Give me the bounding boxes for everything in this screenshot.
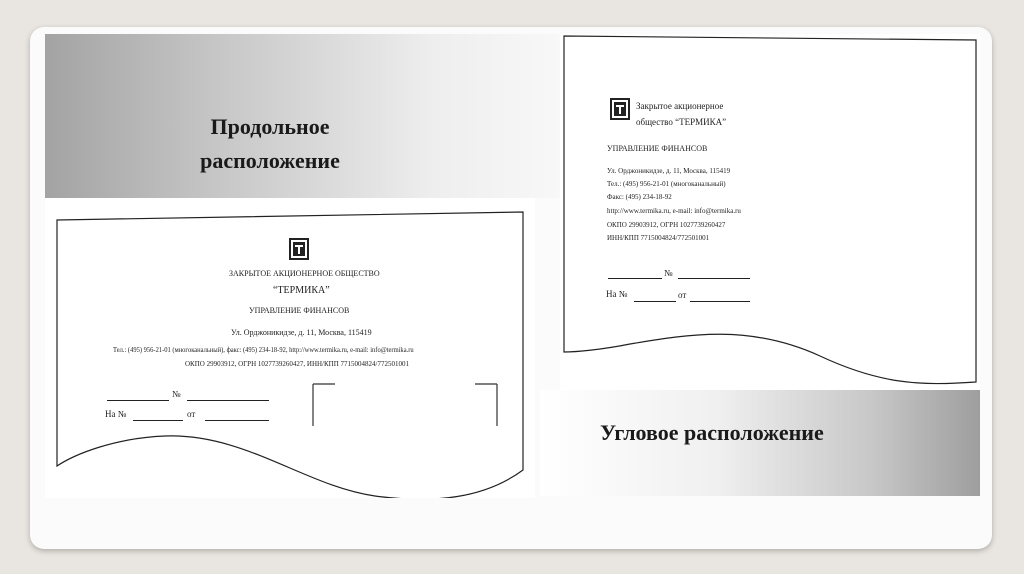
company-type: ЗАКРЫТОЕ АКЦИОНЕРНОЕ ОБЩЕСТВО [229, 269, 380, 278]
ref-label: На № [105, 409, 127, 419]
from-label: от [187, 409, 196, 419]
number-field [678, 278, 750, 279]
fax: Факс: (495) 234-18-92 [607, 193, 672, 201]
web: http://www.termika.ru, e-mail: info@termika.ru [607, 207, 741, 215]
date-field [107, 400, 169, 401]
company-line2: общество “ТЕРМИКА” [636, 117, 727, 127]
number-field [187, 400, 269, 401]
department: УПРАВЛЕНИЕ ФИНАНСОВ [607, 144, 708, 153]
date-field [608, 278, 662, 279]
ref-date-field [205, 420, 269, 421]
caption-longitudinal-line2: расположение [200, 148, 340, 173]
contacts: Тел.: (495) 956-21-01 (многоканальный), факс: (495) 234-18-92, http://www.termika.ru, e-mail: info@termika.ru [113, 346, 414, 354]
codes: ОКПО 29903912, ОГРН 1027739260427 [607, 221, 726, 229]
ref-label: На № [606, 289, 628, 299]
ref-number-field [634, 301, 676, 302]
department: УПРАВЛЕНИЕ ФИНАНСОВ [249, 306, 350, 315]
number-sign: № [172, 389, 181, 399]
address: Ул. Орджоникидзе, д. 11, Москва, 115419 [231, 328, 372, 337]
caption-longitudinal-line1: Продольное [210, 114, 330, 139]
termika-logo-icon [610, 98, 630, 120]
ref-date-field [690, 301, 750, 302]
caption-corner: Угловое расположение [600, 420, 824, 445]
from-label: от [678, 290, 687, 300]
company-line1: Закрытое акционерное [636, 101, 724, 111]
caption-longitudinal [160, 110, 380, 178]
codes: ОКПО 29903912, ОГРН 1027739260427, ИНН/КПП 7715004824/772501001 [185, 360, 409, 368]
letterhead-longitudinal [45, 198, 535, 498]
ref-number-field [133, 420, 183, 421]
inn: ИНН/КПП 7715004824/772501001 [607, 234, 710, 242]
termika-logo-icon [289, 238, 309, 260]
address: Ул. Орджоникидзе, д. 11, Москва, 115419 [607, 167, 731, 175]
company-name: “ТЕРМИКА” [273, 285, 330, 296]
letterhead-corner [560, 34, 980, 390]
number-sign: № [664, 268, 673, 278]
phone: Тел.: (495) 956-21-01 (многоканальный) [607, 180, 726, 188]
